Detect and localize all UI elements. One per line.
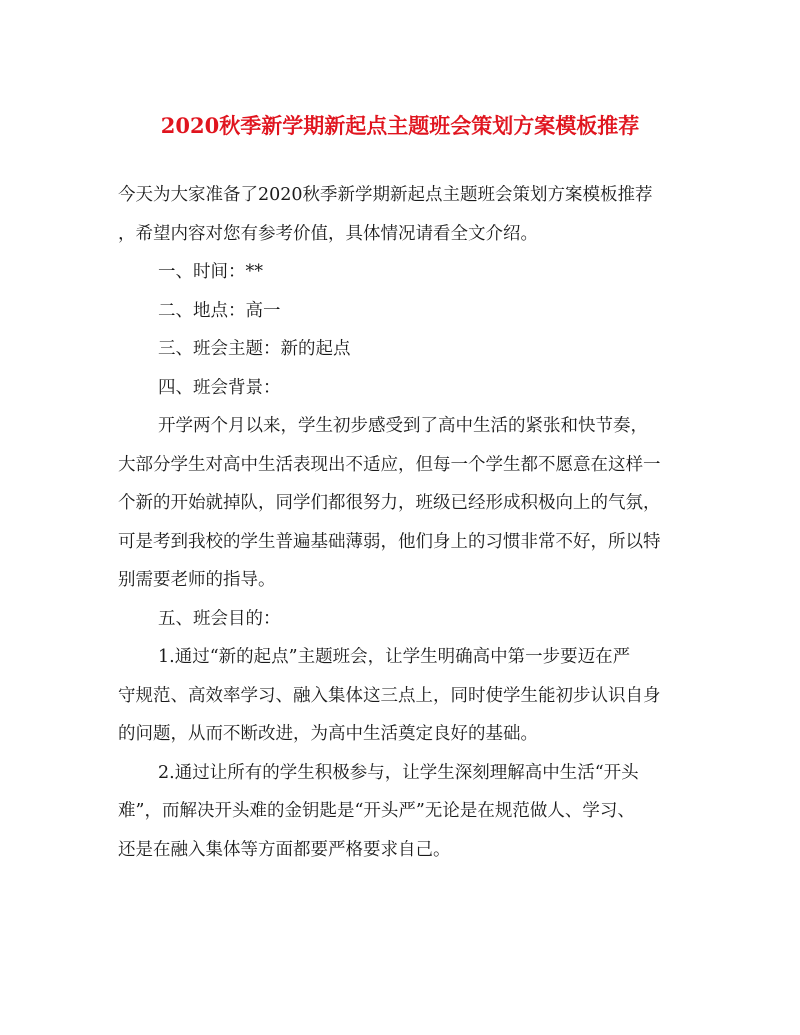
text-line: 的问题，从而不断改进，为高中生活奠定良好的基础。	[118, 724, 538, 744]
text-line: 守规范、高效率学习、融入集体这三点上，同时使学生能初步认识自身	[118, 685, 661, 706]
text-line: 五、班会目的：	[158, 608, 281, 629]
text-line: 1.通过“新的起点”主题班会，让学生明确高中第一步要迈在严	[158, 647, 631, 667]
text-line: 2.通过让所有的学生积极参与，让学生深刻理解高中生活“开头	[158, 762, 639, 783]
text-line: 今天为大家准备了2020秋季新学期新起点主题班会策划方案模板推荐	[118, 185, 653, 205]
text-line: 二、地点：高一	[158, 300, 281, 321]
text-line: 别需要老师的指导。	[118, 570, 276, 590]
text-line: 四、班会背景：	[158, 377, 281, 398]
text-line: 个新的开始就掉队，同学们都很努力，班级已经形成积极向上的气氛，	[118, 493, 661, 513]
text-line: 可是考到我校的学生普遍基础薄弱，他们身上的习惯非常不好，所以特	[118, 531, 661, 552]
text-line: 三、班会主题：新的起点	[158, 339, 351, 359]
text-line: 一、时间：**	[158, 262, 263, 282]
text-line: ，希望内容对您有参考价值，具体情况请看全文介绍。	[118, 223, 538, 244]
text-line: 还是在融入集体等方面都要严格要求自己。	[118, 839, 451, 860]
document-title: 2020秋季新学期新起点主题班会策划方案模板推荐	[160, 113, 640, 138]
text-line: 难”，而解决开头难的金钥匙是“开头严”无论是在规范做人、学习、	[118, 801, 635, 821]
text-line: 开学两个月以来，学生初步感受到了高中生活的紧张和快节奏，	[158, 416, 648, 436]
text-line: 大部分学生对高中生活表现出不适应，但每一个学生都不愿意在这样一	[118, 454, 661, 475]
document-body	[118, 176, 688, 869]
